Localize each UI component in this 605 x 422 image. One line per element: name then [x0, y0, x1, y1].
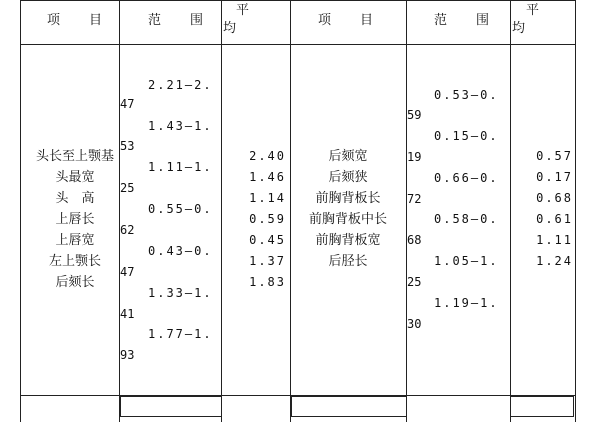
footer-cell-box: [510, 396, 574, 417]
measurement-item: 头长至上颚基: [35, 149, 114, 164]
table-top-border: [20, 0, 576, 1]
range-end: 93: [120, 348, 135, 362]
range-end: 59: [407, 108, 422, 122]
measurement-item: 后颏宽: [328, 149, 368, 164]
header-divider: [20, 44, 576, 45]
left-average-list: [222, 146, 286, 293]
left-item-list: [31, 146, 119, 293]
average-value: 1.11: [536, 233, 573, 247]
measurement-item: 后颏长: [55, 275, 95, 290]
table-right-border: [575, 0, 576, 422]
header-avg-bottom-left: 均: [223, 21, 237, 36]
average-value: 1.37: [249, 254, 286, 268]
range-end: 62: [120, 223, 135, 237]
average-value: 2.40: [249, 149, 286, 163]
header-avg-top-left: 平: [236, 3, 250, 18]
average-value: 1.46: [249, 170, 286, 184]
range-start: 0.53—0.: [434, 88, 499, 102]
range-end: 72: [407, 192, 422, 206]
measurement-item: 上唇长: [55, 212, 95, 227]
header-avg-top-right: 平: [526, 3, 540, 18]
average-value: 0.57: [536, 149, 573, 163]
measurement-item: 前胸背板中长: [308, 212, 387, 227]
range-start: 0.43—0.: [148, 244, 213, 258]
range-end: 25: [407, 275, 422, 289]
measurement-item: 后颏狭: [328, 170, 368, 185]
header-range-right: 范 围: [434, 13, 498, 28]
average-value: 0.17: [536, 170, 573, 184]
table-left-border: [20, 0, 21, 422]
range-start: 1.33—1.: [148, 286, 213, 300]
measurement-item: 头 高: [55, 191, 95, 206]
average-value: 0.68: [536, 191, 573, 205]
measurement-item: 后胫长: [328, 254, 368, 269]
range-end: 41: [120, 307, 135, 321]
footer-cell-box: [290, 396, 407, 417]
range-start: 2.21—2.: [148, 78, 213, 92]
right-average-list: [511, 146, 573, 272]
range-start: 0.58—0.: [434, 212, 499, 226]
range-start: 1.19—1.: [434, 296, 499, 310]
average-value: 0.59: [249, 212, 286, 226]
average-value: 1.14: [249, 191, 286, 205]
average-value: 0.45: [249, 233, 286, 247]
range-end: 19: [407, 150, 422, 164]
header-avg-bottom-right: 均: [512, 21, 526, 36]
range-start: 1.77—1.: [148, 327, 213, 341]
range-end: 47: [120, 265, 135, 279]
range-start: 1.11—1.: [148, 160, 213, 174]
range-end: 25: [120, 181, 135, 195]
measurement-item: 左上颚长: [48, 254, 101, 269]
range-end: 30: [407, 317, 422, 331]
range-end: 53: [120, 139, 135, 153]
measurement-item: 上唇宽: [55, 233, 95, 248]
range-start: 0.55—0.: [148, 202, 213, 216]
measurement-item: 前胸背板长: [315, 191, 381, 206]
measurement-item: 头最宽: [55, 170, 95, 185]
average-value: 0.61: [536, 212, 573, 226]
footer-cell-box: [120, 396, 222, 417]
average-value: 1.24: [536, 254, 573, 268]
range-start: 0.15—0.: [434, 129, 499, 143]
range-end: 47: [120, 97, 135, 111]
header-item-right: 项 目: [318, 13, 382, 28]
range-start: 1.43—1.: [148, 119, 213, 133]
average-value: 1.83: [249, 275, 286, 289]
column-divider-4: [406, 0, 407, 422]
header-range-left: 范 围: [148, 13, 212, 28]
header-item-left: 项 目: [47, 13, 111, 28]
measurement-item: 前胸背板宽: [315, 233, 381, 248]
range-start: 0.66—0.: [434, 171, 499, 185]
range-end: 68: [407, 233, 422, 247]
range-start: 1.05—1.: [434, 254, 499, 268]
right-item-list: [291, 146, 405, 272]
